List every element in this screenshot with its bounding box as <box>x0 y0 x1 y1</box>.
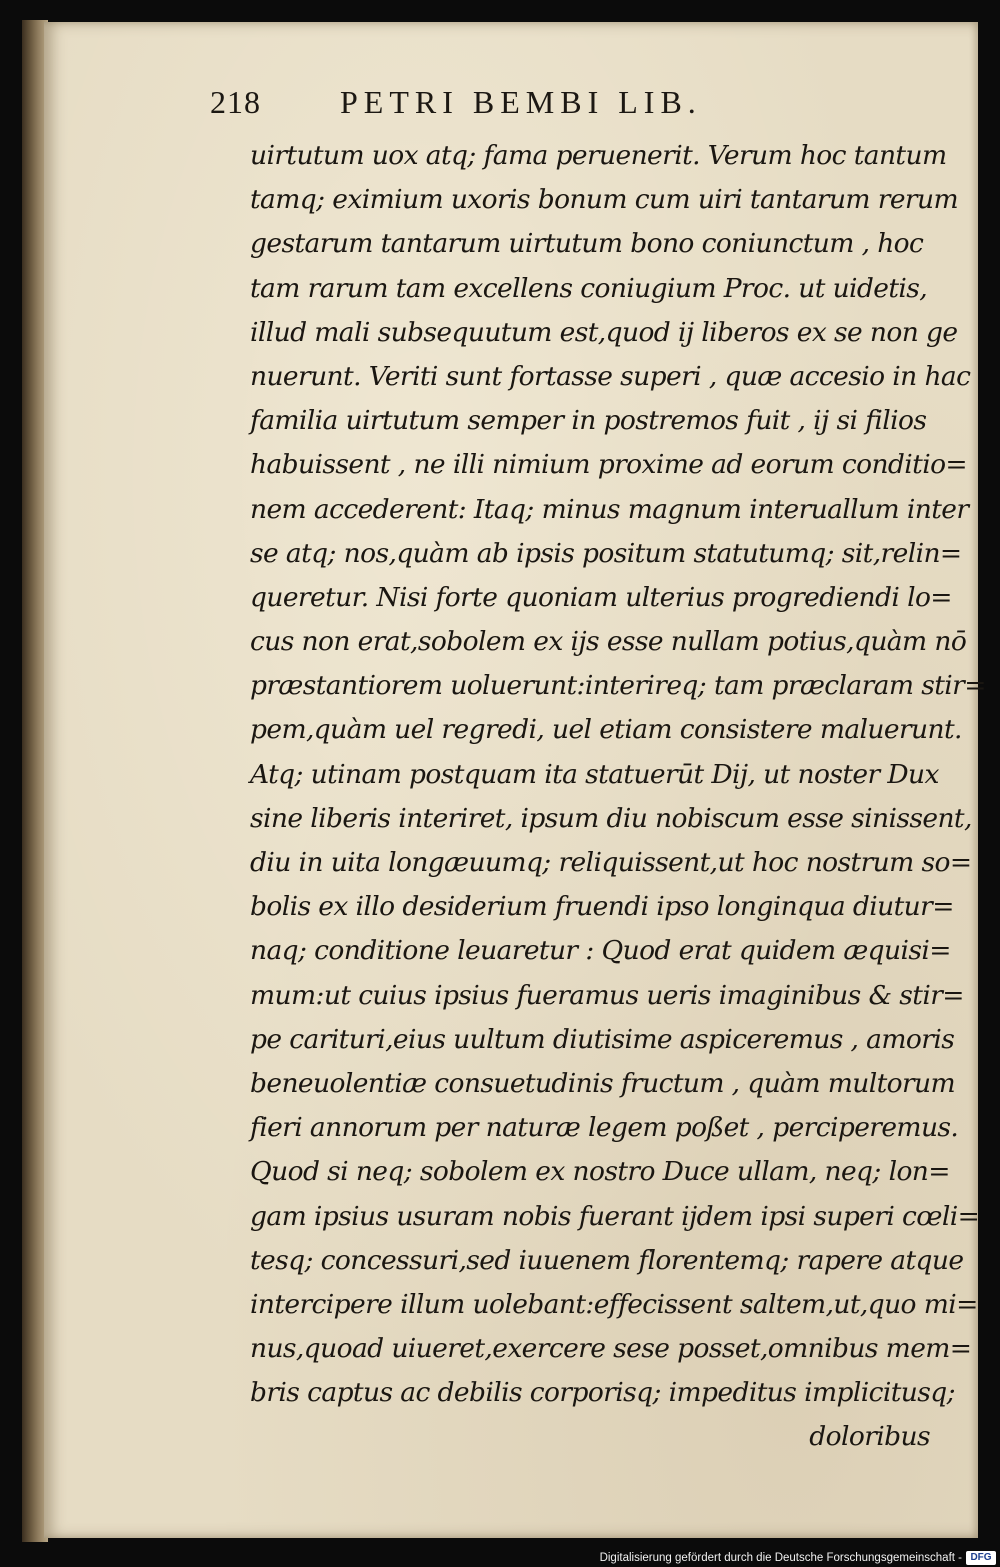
text-line: fieri annorum per naturæ legem poßet , perciperemus. <box>250 1112 959 1144</box>
body-text <box>250 134 986 1460</box>
funding-credit: Digitalisierung gefördert durch die Deutsche Forschungsgemeinschaft - <box>599 1552 962 1564</box>
text-line: intercipere illum uolebant:effecissent saltem,ut,quo mi= <box>250 1288 978 1320</box>
text-line: bris captus ac debilis corporisq; impeditus implicitusq; <box>250 1377 955 1409</box>
text-line: tesq; concessuri,sed iuuenem florentemq; rapere atque <box>250 1244 964 1276</box>
page-header <box>210 84 830 124</box>
text-line: naq; conditione leuaretur : Quod erat quidem æquisi= <box>250 935 951 967</box>
text-line: Atq; utinam postquam ita statuerūt Dij, ut noster Dux <box>250 758 939 790</box>
text-line: queretur. Nisi forte quoniam ulterius progrediendi lo= <box>250 581 952 613</box>
text-line: beneuolentiæ consuetudinis fructum , quàm multorum <box>250 1067 956 1099</box>
text-line: nuerunt. Veriti sunt fortasse superi , quæ accesio in hac <box>250 360 971 392</box>
text-line: nem accederent: Itaq; minus magnum interuallum inter <box>250 493 969 525</box>
text-line: diu in uita longæuumq; reliquissent,ut hoc nostrum so= <box>250 847 972 878</box>
catchword: doloribus <box>809 1421 930 1453</box>
text-line: se atq; nos,quàm ab ipsis positum statutumq; sit,relin= <box>250 537 962 569</box>
text-line: bolis ex illo desiderium fruendi ipso longinqua diutur= <box>250 891 954 923</box>
text-line: pe carituri,eius uultum diutisime aspiceremus , amoris <box>250 1023 955 1055</box>
text-line: præstantiorem uoluerunt:interireq; tam præclaram stir= <box>250 670 986 702</box>
text-line: uirtutum uox atq; fama peruenerit. Verum hoc tantum <box>250 140 947 171</box>
text-line: sine liberis interiret, ipsum diu nobiscum esse sinissent, <box>250 802 972 834</box>
text-line: cus non erat,sobolem ex ijs esse nullam potius,quàm nō <box>250 626 967 658</box>
text-line: gam ipsius usuram nobis fuerant ijdem ipsi superi cœli= <box>250 1200 980 1232</box>
running-head: PETRI BEMBI LIB. <box>340 84 702 120</box>
text-line: habuissent , ne illi nimium proxime ad eorum conditio= <box>250 449 968 481</box>
text-line: gestarum tantarum uirtutum bono coniunctum , hoc <box>250 228 924 260</box>
text-line: tam rarum tam excellens coniugium Proc. ut uidetis, <box>250 272 928 304</box>
text-line: illud mali subsequutum est,quod ij liberos ex se non ge <box>250 316 958 348</box>
text-line: familia uirtutum semper in postremos fuit , ij si filios <box>250 405 927 437</box>
page-number: 218 <box>210 84 261 120</box>
dfg-logo-icon: DFG <box>966 1551 996 1565</box>
text-line: nus,quoad uiueret,exercere sese posset,omnibus mem= <box>250 1333 972 1365</box>
text-line: mum:ut cuius ipsius fueramus ueris imaginibus & stir= <box>250 979 964 1011</box>
text-line: tamq; eximium uxoris bonum cum uiri tantarum rerum <box>250 184 958 216</box>
text-line: pem,quàm uel regredi, uel etiam consistere maluerunt. <box>250 714 962 746</box>
text-line: Quod si neq; sobolem ex nostro Duce ullam, neq; lon= <box>250 1156 950 1188</box>
